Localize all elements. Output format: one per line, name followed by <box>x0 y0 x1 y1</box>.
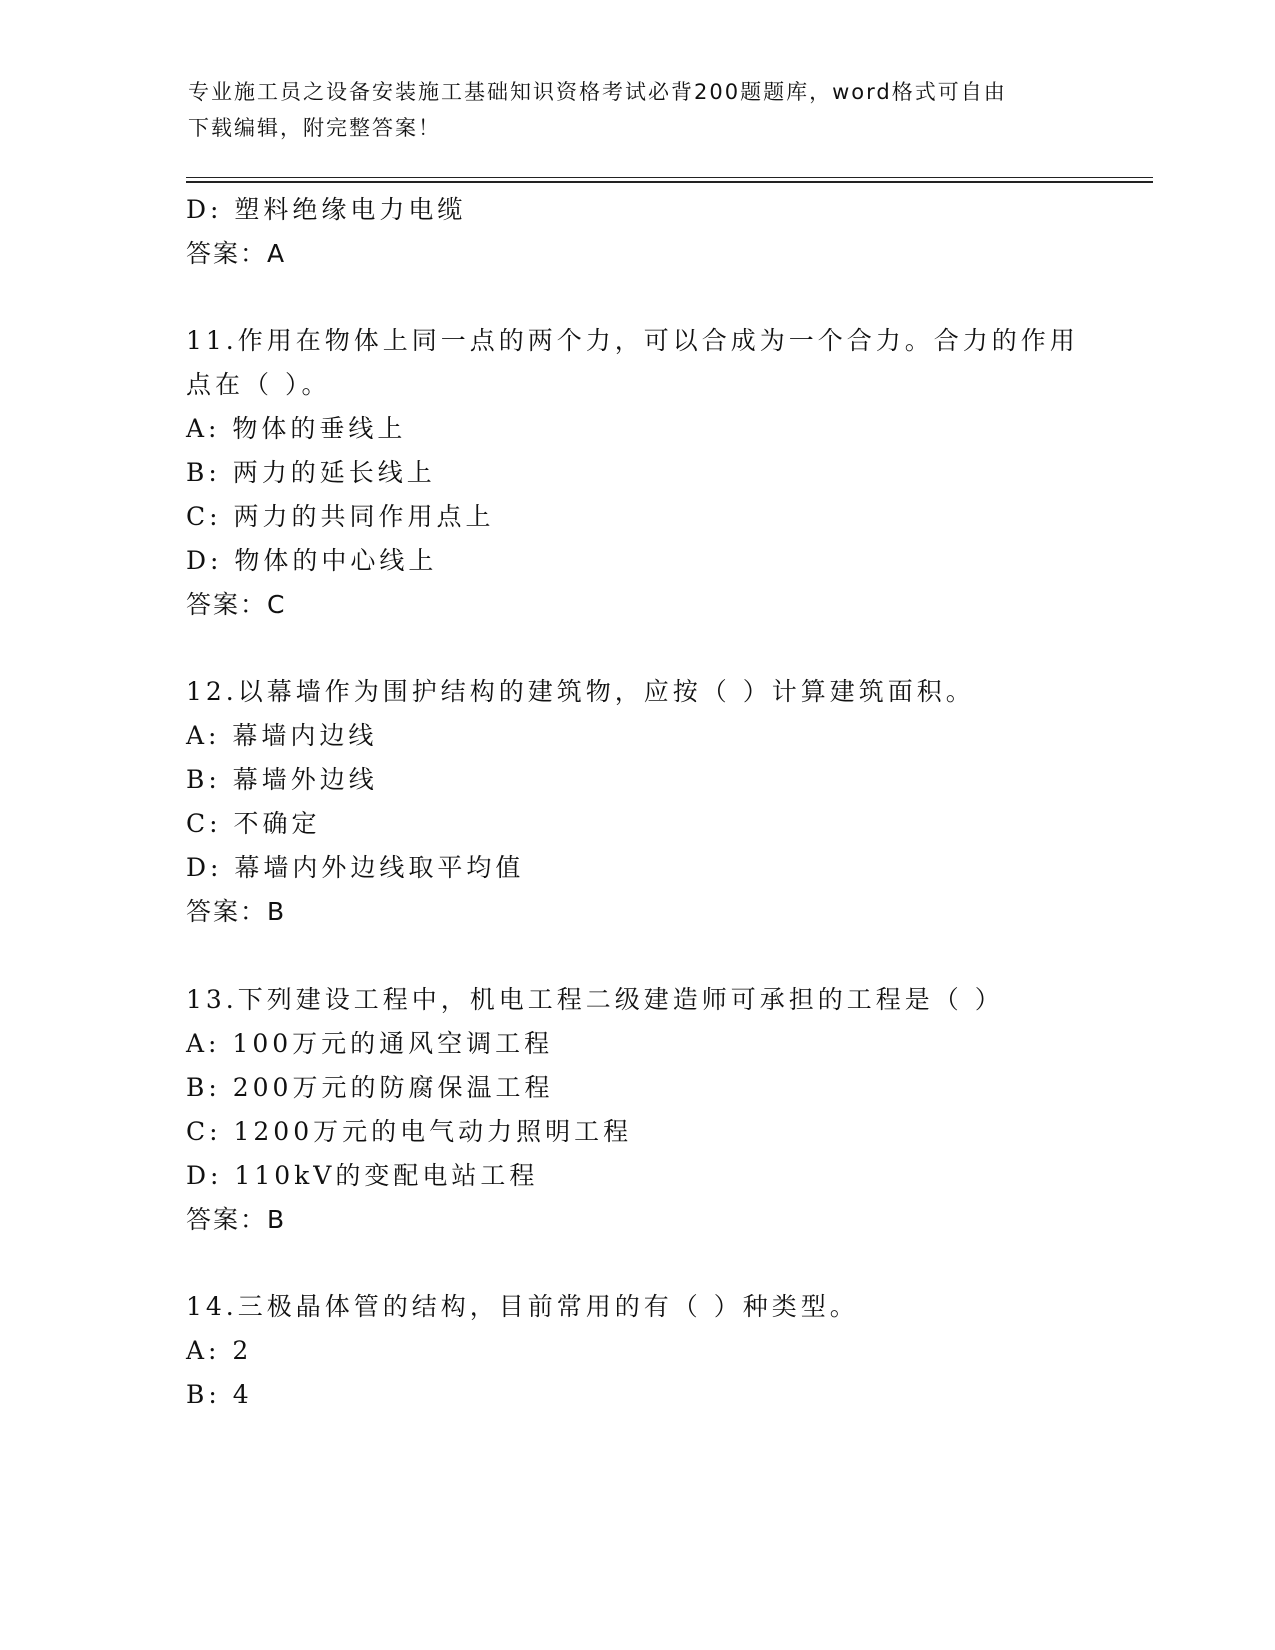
document-header <box>188 74 1068 146</box>
prev-question-answer: 答案：A <box>186 239 287 268</box>
question-14-stem: 14.三极晶体管的结构，目前常用的有（ ）种类型。 <box>186 1292 859 1321</box>
question-13-option-a: A: 100万元的通风空调工程 <box>186 1029 554 1058</box>
question-11-option-d: D: 物体的中心线上 <box>186 546 438 575</box>
question-13-answer: 答案：B <box>186 1205 287 1234</box>
question-11-option-a: A: 物体的垂线上 <box>186 414 407 443</box>
question-14-option-b: B: 4 <box>186 1380 253 1409</box>
question-12-option-b: B: 幕墙外边线 <box>186 765 378 794</box>
question-14-option-a: A: 2 <box>186 1336 253 1365</box>
prev-question-option-d: D: 塑料绝缘电力电缆 <box>186 195 467 224</box>
question-13-stem: 13.下列建设工程中，机电工程二级建造师可承担的工程是（ ） <box>186 985 1004 1014</box>
question-13-option-d: D: 110kV的变配电站工程 <box>186 1161 539 1190</box>
question-12-answer: 答案：B <box>186 897 287 926</box>
header-line-2: 下载编辑，附完整答案！ <box>188 116 441 140</box>
question-11-option-b: B: 两力的延长线上 <box>186 458 436 487</box>
question-11-stem-line-2: 点在（ ）。 <box>186 370 331 399</box>
question-12-option-c: C: 不确定 <box>186 809 321 838</box>
question-12-option-a: A: 幕墙内边线 <box>186 721 378 750</box>
header-divider-thin <box>186 177 1153 178</box>
header-divider-thick <box>186 181 1153 183</box>
question-13-option-c: C: 1200万元的电气动力照明工程 <box>186 1117 633 1146</box>
question-11-stem-line-1: 11.作用在物体上同一点的两个力，可以合成为一个合力。合力的作用 <box>186 326 1079 355</box>
question-12-stem: 12.以幕墙作为围护结构的建筑物，应按（ ）计算建筑面积。 <box>186 677 975 706</box>
header-line-1: 专业施工员之设备安装施工基础知识资格考试必背200题题库，word格式可自由 <box>188 80 1007 104</box>
question-13-option-b: B: 200万元的防腐保温工程 <box>186 1073 554 1102</box>
question-11-answer: 答案：C <box>186 590 287 619</box>
question-11-option-c: C: 两力的共同作用点上 <box>186 502 495 531</box>
question-12-option-d: D: 幕墙内外边线取平均值 <box>186 853 525 882</box>
